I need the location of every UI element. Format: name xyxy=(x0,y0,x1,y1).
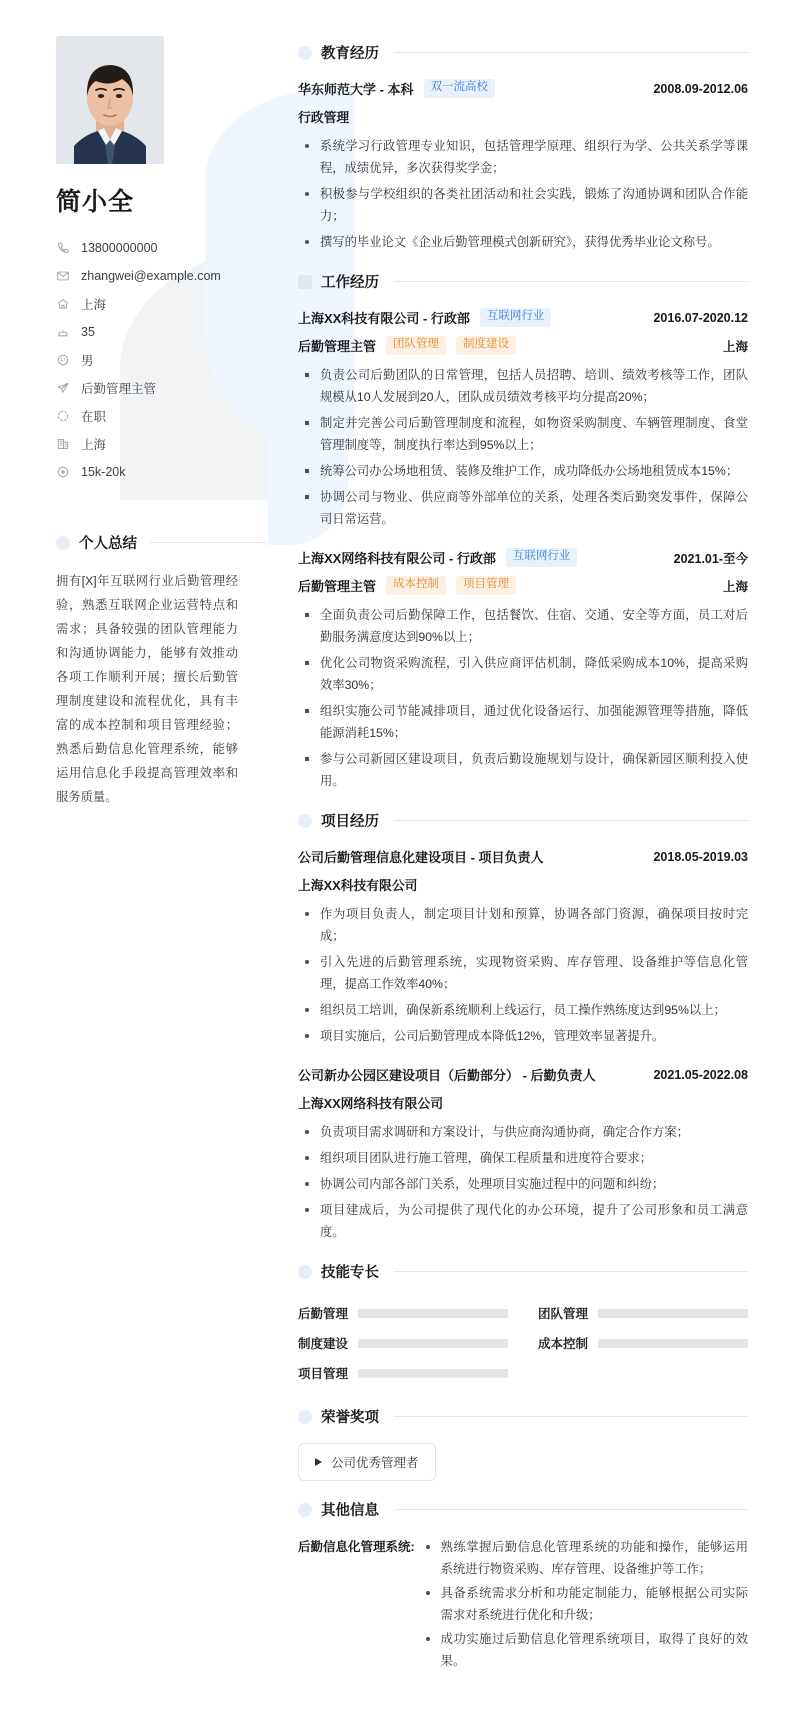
list-item: 协调公司与物业、供应商等外部单位的关系，处理各类后勤突发事件，保障公司日常运营。 xyxy=(298,486,748,530)
info-row-hometown xyxy=(56,290,266,318)
section-marker-icon xyxy=(298,814,312,828)
industry-tag: 互联网行业 xyxy=(480,308,552,327)
list-item: 积极参与学校组织的各类社团活动和社会实践，锻炼了沟通协调和团队合作能力； xyxy=(298,183,748,227)
info-row-status xyxy=(56,402,266,430)
cake-icon xyxy=(56,325,70,339)
honor-chip[interactable] xyxy=(298,1443,436,1481)
status-icon xyxy=(56,409,70,423)
education-date: 2008.09-2012.06 xyxy=(653,81,748,96)
info-row-age xyxy=(56,318,266,346)
list-item: 参与公司新园区建设项目，负责后勤设施规划与设计，确保新园区顺利投入使用。 xyxy=(298,748,748,792)
list-item: 组织项目团队进行施工管理，确保工程质量和进度符合要求； xyxy=(298,1147,748,1169)
info-value-phone: 13800000000 xyxy=(81,241,158,255)
project-bullets xyxy=(298,903,748,1047)
honors-section-header xyxy=(298,1406,748,1427)
list-item: 成功实施过后勤信息化管理系统项目，取得了良好的效果。 xyxy=(419,1628,748,1672)
work-entry xyxy=(298,548,748,792)
summary-section-title: 个人总结 xyxy=(79,536,137,552)
info-value-gender: 男 xyxy=(81,354,94,368)
skill-name: 成本控制 xyxy=(538,1337,589,1351)
contact-info-list xyxy=(56,234,266,486)
info-value-workplace: 上海 xyxy=(81,438,107,452)
summary-section-header xyxy=(56,532,266,553)
work-location: 上海 xyxy=(722,579,748,594)
list-item: 制定并完善公司后勤管理制度和流程，如物资采购制度、车辆管理制度、食堂管理制度等，制度执行率达到95%以上； xyxy=(298,412,748,456)
info-value-position: 后勤管理主管 xyxy=(81,382,157,396)
skill-row xyxy=(538,1328,748,1358)
list-item: 协调公司内部各部门关系，处理项目实施过程中的问题和纠纷； xyxy=(298,1173,748,1195)
sidebar xyxy=(0,0,290,809)
project-entry-header xyxy=(298,847,748,866)
work-entry xyxy=(298,308,748,530)
skill-row xyxy=(298,1328,508,1358)
honors-section xyxy=(298,1406,748,1481)
project-date: 2021.05-2022.08 xyxy=(653,1067,748,1082)
page-title: 简小全 xyxy=(56,188,135,216)
info-value-email: zhangwei@example.com xyxy=(81,269,221,283)
divider xyxy=(394,820,748,821)
work-entry-header xyxy=(298,308,748,327)
divider xyxy=(394,1271,748,1272)
list-item: 撰写的毕业论文《企业后勤管理模式创新研究》，获得优秀毕业论文称号。 xyxy=(298,231,748,253)
skill-tag: 团队管理 xyxy=(386,336,446,355)
skills-section-title: 技能专长 xyxy=(321,1265,379,1281)
section-marker-icon xyxy=(298,1503,312,1517)
school-tag: 双一流高校 xyxy=(424,79,496,98)
projects-section xyxy=(298,810,748,1243)
section-marker-icon xyxy=(298,275,312,289)
work-position-row xyxy=(298,336,748,355)
phone-icon xyxy=(56,241,70,255)
list-item: 引入先进的后勤管理系统，实现物资采购、库存管理、设备维护等信息化管理，提高工作效率40%； xyxy=(298,951,748,995)
other-info-label: 后勤信息化管理系统: xyxy=(298,1540,415,1554)
section-marker-icon xyxy=(298,46,312,60)
projects-section-header xyxy=(298,810,748,831)
company-name: 上海XX科技有限公司 - 行政部 xyxy=(298,311,470,326)
skill-name: 团队管理 xyxy=(538,1307,589,1321)
work-date: 2021.01-至今 xyxy=(673,551,748,566)
info-row-position xyxy=(56,374,266,402)
info-value-salary: 15k-20k xyxy=(81,465,126,479)
skill-row xyxy=(298,1358,508,1388)
other-section-header xyxy=(298,1499,748,1520)
list-item: 优化公司物资采购流程，引入供应商评估机制，降低采购成本10%，提高采购效率30%； xyxy=(298,652,748,696)
skills-grid xyxy=(298,1298,748,1388)
education-major: 行政管理 xyxy=(298,110,350,125)
list-item: 作为项目负责人，制定项目计划和预算，协调各部门资源，确保项目按时完成； xyxy=(298,903,748,947)
skill-bar xyxy=(358,1309,508,1318)
summary-section xyxy=(56,532,266,809)
project-company: 上海XX网络科技有限公司 xyxy=(298,1096,444,1111)
project-name: 公司后勤管理信息化建设项目 - 项目负责人 xyxy=(298,850,544,865)
info-value-hometown: 上海 xyxy=(81,298,107,312)
skill-name: 后勤管理 xyxy=(298,1307,349,1321)
company-name: 上海XX网络科技有限公司 - 行政部 xyxy=(298,551,496,566)
home-icon xyxy=(56,297,70,311)
info-row-gender xyxy=(56,346,266,374)
skill-bar xyxy=(598,1309,748,1318)
skill-bar xyxy=(358,1369,508,1378)
other-bullets xyxy=(419,1536,748,1672)
section-marker-icon xyxy=(56,536,70,550)
skill-name: 项目管理 xyxy=(298,1367,349,1381)
info-row-email xyxy=(56,262,266,290)
skill-bar xyxy=(598,1339,748,1348)
skill-tag: 项目管理 xyxy=(456,576,516,595)
projects-section-title: 项目经历 xyxy=(321,814,379,830)
work-entry-header xyxy=(298,548,748,567)
honors-section-title: 荣誉奖项 xyxy=(321,1410,379,1426)
info-row-phone xyxy=(56,234,266,262)
list-item: 具备系统需求分析和功能定制能力，能够根据公司实际需求对系统进行优化和升级； xyxy=(419,1582,748,1626)
divider xyxy=(394,281,748,282)
skill-bar xyxy=(358,1339,508,1348)
skills-section xyxy=(298,1261,748,1388)
honor-label: 公司优秀管理者 xyxy=(331,1456,419,1470)
industry-tag: 互联网行业 xyxy=(506,548,578,567)
list-item: 系统学习行政管理专业知识，包括管理学原理、组织行为学、公共关系学等课程，成绩优异，多次获得奖学金； xyxy=(298,135,748,179)
skill-row xyxy=(298,1298,508,1328)
section-marker-icon xyxy=(298,1265,312,1279)
skill-name: 制度建设 xyxy=(298,1337,349,1351)
work-section-title: 工作经历 xyxy=(321,275,379,291)
divider xyxy=(394,1416,748,1417)
skill-row xyxy=(538,1298,748,1328)
info-row-workplace xyxy=(56,430,266,458)
info-value-status: 在职 xyxy=(81,410,107,424)
education-section-title: 教育经历 xyxy=(321,46,379,62)
position-name: 后勤管理主管 xyxy=(298,339,377,354)
avatar xyxy=(56,36,164,164)
main-content xyxy=(290,0,794,1722)
gender-icon xyxy=(56,353,70,367)
info-row-salary xyxy=(56,458,266,486)
divider xyxy=(150,542,266,543)
project-company: 上海XX科技有限公司 xyxy=(298,878,418,893)
other-info-row xyxy=(298,1536,748,1674)
education-entry xyxy=(298,79,748,253)
list-item: 熟练掌握后勤信息化管理系统的功能和操作，能够运用系统进行物资采购、库存管理、设备维护等工作； xyxy=(419,1536,748,1580)
summary-text: 拥有[X]年互联网行业后勤管理经验，熟悉互联网企业运营特点和需求；具备较强的团队管理能力和沟通协调能力，能够有效推动各项工作顺利开展；擅长后勤管理制度建设和流程优化，具有丰富的成本控制和项目管理经验；熟悉后勤信息化管理系统，能够运用信息化手段提高管理效率和服务质量。 xyxy=(56,574,238,804)
skills-section-header xyxy=(298,1261,748,1282)
project-entry xyxy=(298,1065,748,1243)
work-bullets xyxy=(298,604,748,792)
skill-tag: 成本控制 xyxy=(386,576,446,595)
education-section-header xyxy=(298,42,748,63)
work-date: 2016.07-2020.12 xyxy=(653,310,748,325)
other-section-title: 其他信息 xyxy=(321,1503,379,1519)
info-value-age: 35 xyxy=(81,325,95,339)
list-item: 组织实施公司节能减排项目，通过优化设备运行、加强能源管理等措施，降低能源消耗15%； xyxy=(298,700,748,744)
project-entry-header xyxy=(298,1065,748,1084)
list-item: 全面负责公司后勤保障工作，包括餐饮、住宿、交通、安全等方面，员工对后勤服务满意度达到90%以上； xyxy=(298,604,748,648)
project-name: 公司新办公园区建设项目（后勤部分） - 后勤负责人 xyxy=(298,1068,596,1083)
list-item: 统筹公司办公场地租赁、装修及维护工作，成功降低办公场地租赁成本15%； xyxy=(298,460,748,482)
work-position-row xyxy=(298,576,748,595)
honors-list xyxy=(298,1443,748,1481)
divider xyxy=(394,1509,748,1510)
section-marker-icon xyxy=(298,1410,312,1424)
school-name: 华东师范大学 - 本科 xyxy=(298,82,414,97)
building-icon xyxy=(56,437,70,451)
work-section xyxy=(298,271,748,792)
project-bullets xyxy=(298,1121,748,1243)
project-date: 2018.05-2019.03 xyxy=(653,849,748,864)
work-section-header xyxy=(298,271,748,292)
skill-tag: 制度建设 xyxy=(456,336,516,355)
list-item: 项目实施后，公司后勤管理成本降低12%，管理效率显著提升。 xyxy=(298,1025,748,1047)
divider xyxy=(394,52,748,53)
paper-plane-icon xyxy=(56,381,70,395)
education-bullets xyxy=(298,135,748,253)
mail-icon xyxy=(56,269,70,283)
position-name: 后勤管理主管 xyxy=(298,579,377,594)
list-item: 负责公司后勤团队的日常管理，包括人员招聘、培训、绩效考核等工作，团队规模从10人发展到20人，团队成员绩效考核平均分提高20%； xyxy=(298,364,748,408)
list-item: 组织员工培训，确保新系统顺利上线运行，员工操作熟练度达到95%以上； xyxy=(298,999,748,1021)
work-bullets xyxy=(298,364,748,530)
play-triangle-icon xyxy=(315,1458,322,1466)
project-entry xyxy=(298,847,748,1047)
work-location: 上海 xyxy=(722,339,748,354)
list-item: 项目建成后，为公司提供了现代化的办公环境，提升了公司形象和员工满意度。 xyxy=(298,1199,748,1243)
education-section xyxy=(298,42,748,253)
education-entry-header xyxy=(298,79,748,98)
list-item: 负责项目需求调研和方案设计，与供应商沟通协商，确定合作方案； xyxy=(298,1121,748,1143)
other-section xyxy=(298,1499,748,1674)
salary-icon xyxy=(56,465,70,479)
